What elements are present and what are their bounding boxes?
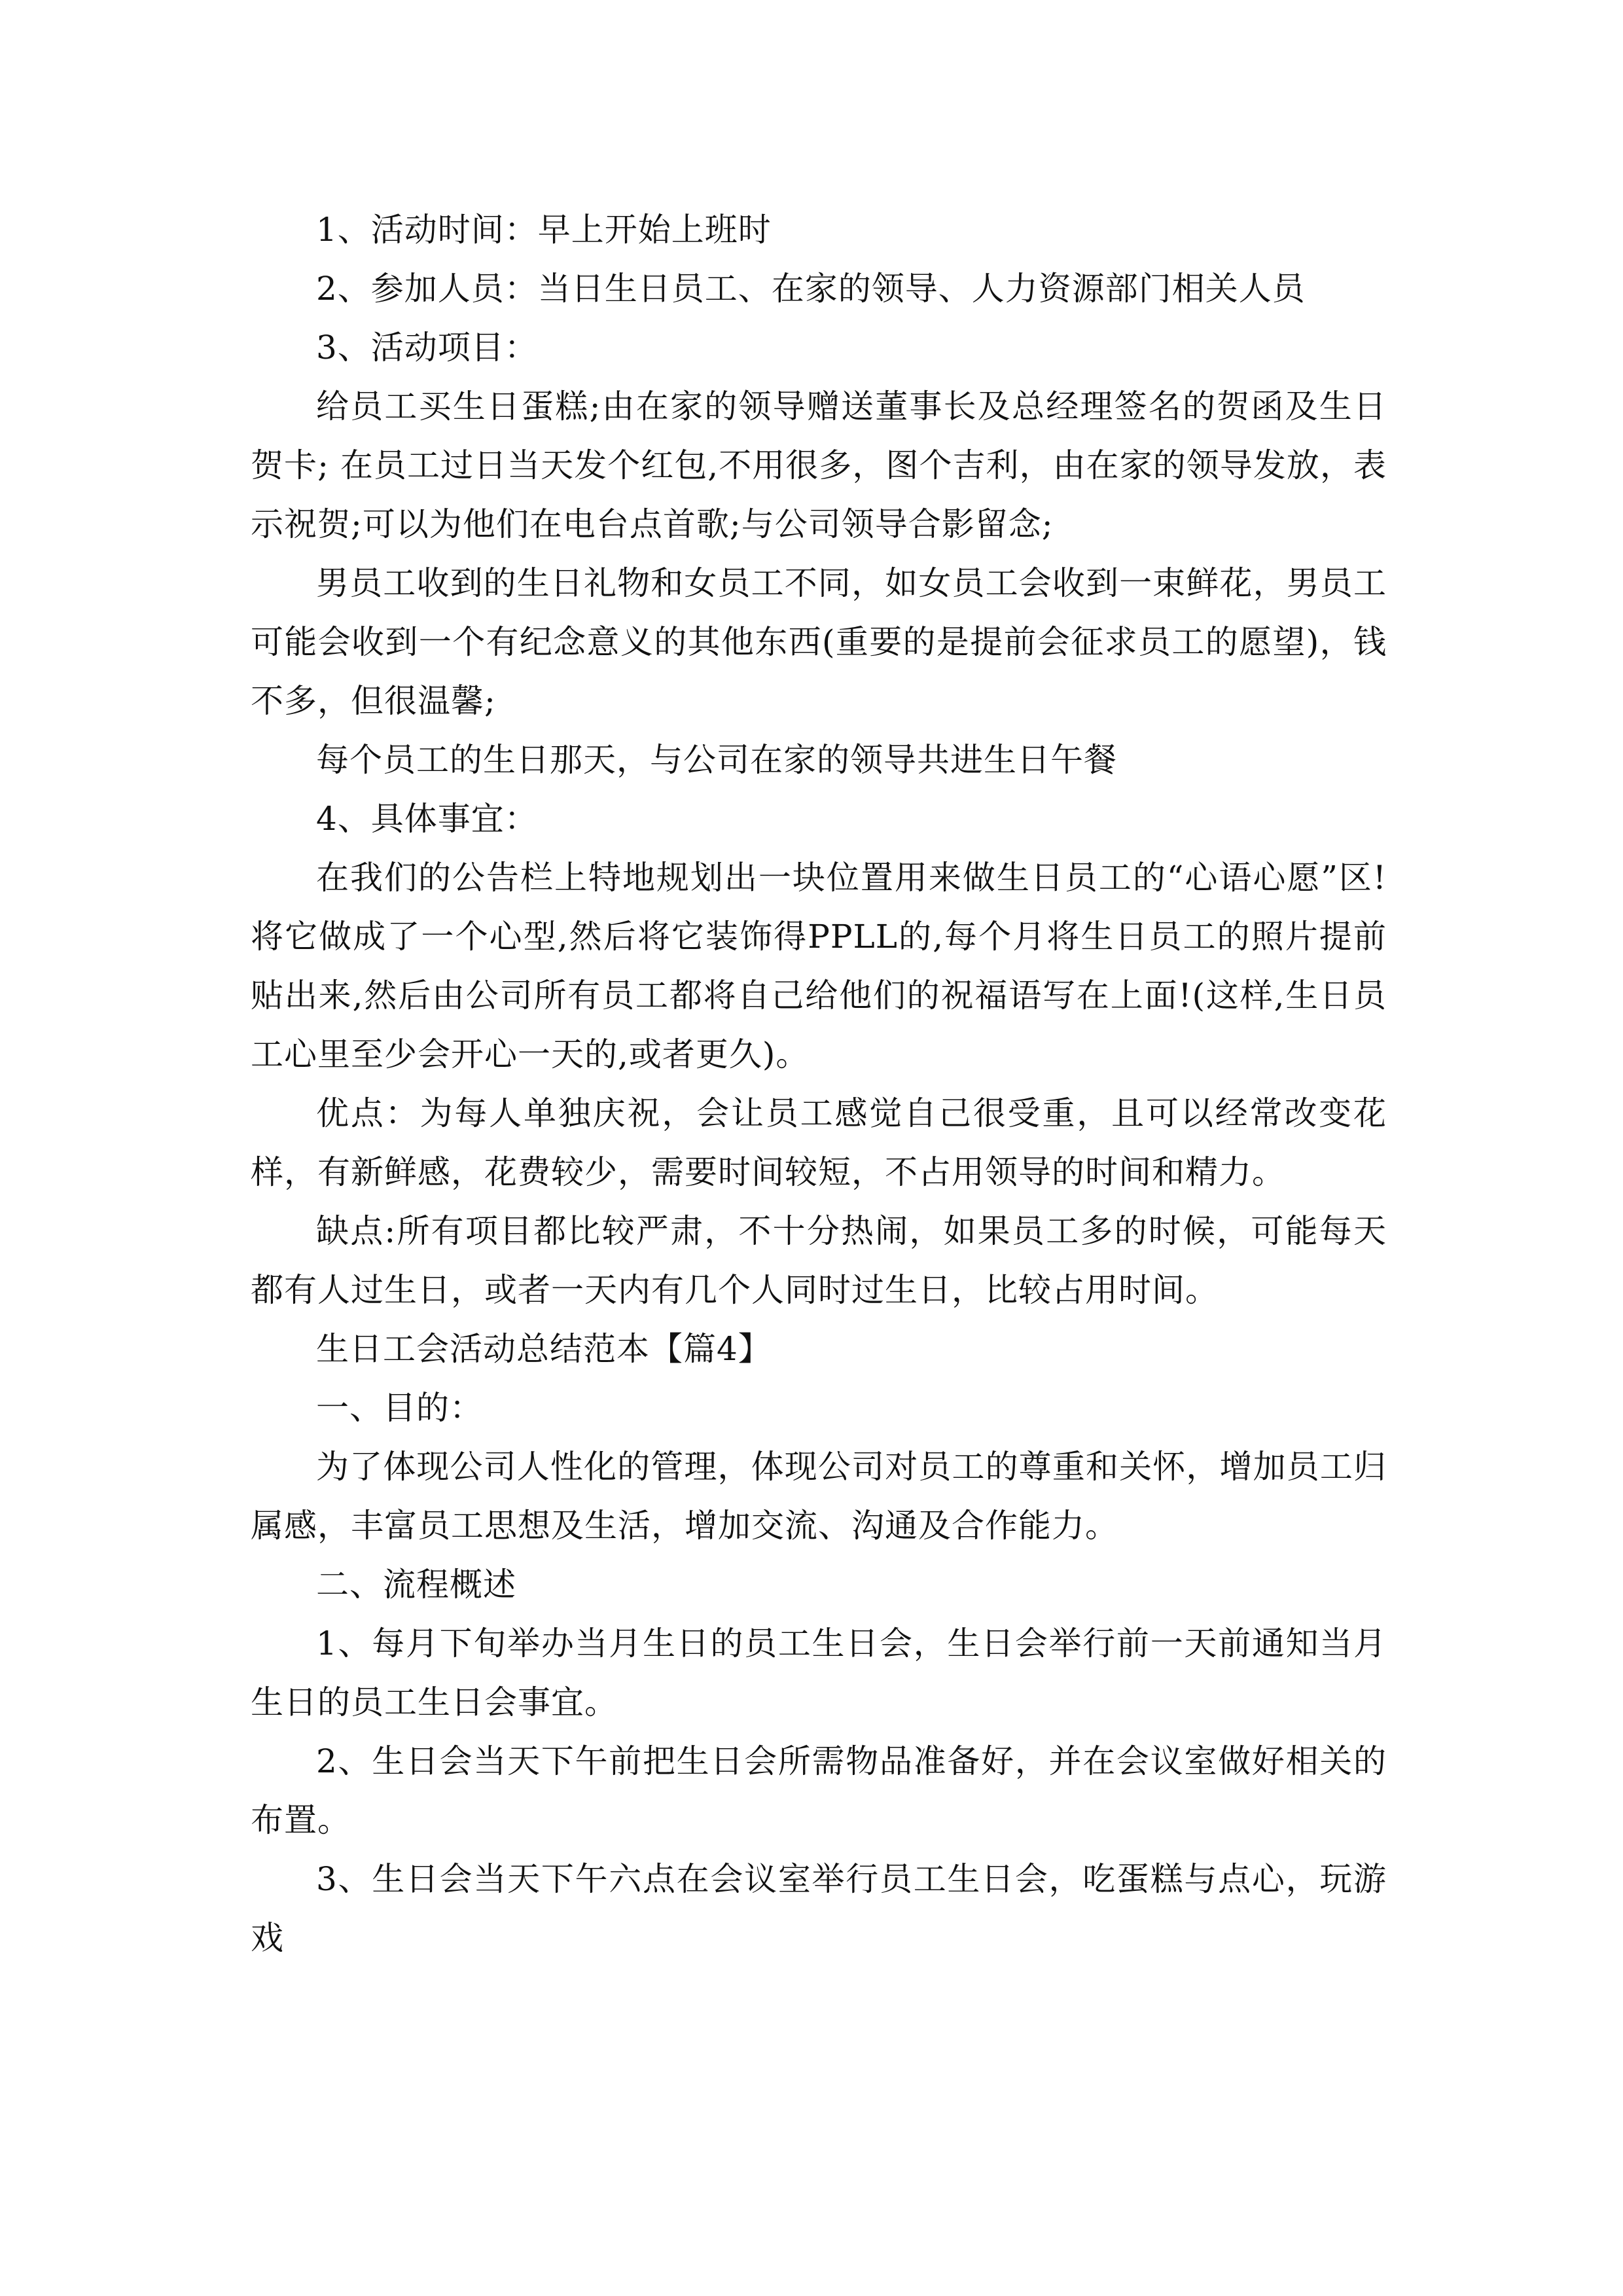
paragraph-process-heading: 二、流程概述 [316,1566,516,1604]
paragraph-activity-items-heading: 3、活动项目： [316,329,538,367]
paragraph-process-step-3: 3、生日会当天下午六点在会议室举行员工生日会，吃蛋糕与点心，玩游戏 [251,1860,1387,1957]
paragraph-participants: 2、参加人员：当日生日员工、在家的领导、人力资源部门相关人员 [316,270,1306,308]
paragraph-advantages: 优点：为每人单独庆祝，会让员工感觉自己很受重，且可以经常改变花样，有新鲜感，花费较少，需要时间较短，不占用领导的时间和精力。 [251,1094,1387,1191]
paragraph-disadvantages: 缺点:所有项目都比较严肃，不十分热闹，如果员工多的时候，可能每天都有人过生日，或者一天内有几个人同时过生日，比较占用时间。 [251,1212,1387,1309]
paragraph-purpose: 为了体现公司人性化的管理，体现公司对员工的尊重和关怀，增加员工归属感，丰富员工思想及生活，增加交流、沟通及合作能力。 [251,1448,1387,1545]
paragraph-details-heading: 4、具体事宜： [316,800,538,838]
paragraph-lunch: 每个员工的生日那天，与公司在家的领导共进生日午餐 [316,741,1117,779]
document-body [251,200,1387,1967]
paragraph-process-step-2: 2、生日会当天下午前把生日会所需物品准备好，并在会议室做好相关的布置。 [251,1742,1387,1839]
paragraph-bulletin-board: 在我们的公告栏上特地规划出一块位置用来做生日员工的“心语心愿”区!将它做成了一个心型,然后将它装饰得PPLL的,每个月将生日员工的照片提前贴出来,然后由公司所有员工都将自己给他们的祝福语写在上面!(这样,生日员工心里至少会开心一天的,或者更久)。 [251,859,1387,1073]
paragraph-purpose-heading: 一、目的： [316,1389,483,1427]
paragraph-birthday-cake: 给员工买生日蛋糕;由在家的领导赠送董事长及总经理签名的贺函及生日贺卡; 在员工过日当天发个红包,不用很多，图个吉利，由在家的领导发放，表示祝贺;可以为他们在电台点首歌;与公司领导合影留念; [251,387,1387,543]
section-heading-part-4: 生日工会活动总结范本【篇4】 [316,1330,772,1368]
paragraph-gifts: 男员工收到的生日礼物和女员工不同，如女员工会收到一束鲜花，男员工可能会收到一个有纪念意义的其他东西(重要的是提前会征求员工的愿望)，钱不多，但很温馨; [251,564,1387,720]
paragraph-process-step-1: 1、每月下旬举办当月生日的员工生日会，生日会举行前一天前通知当月生日的员工生日会事宜。 [251,1624,1387,1721]
paragraph-activity-time: 1、活动时间：早上开始上班时 [316,211,772,249]
